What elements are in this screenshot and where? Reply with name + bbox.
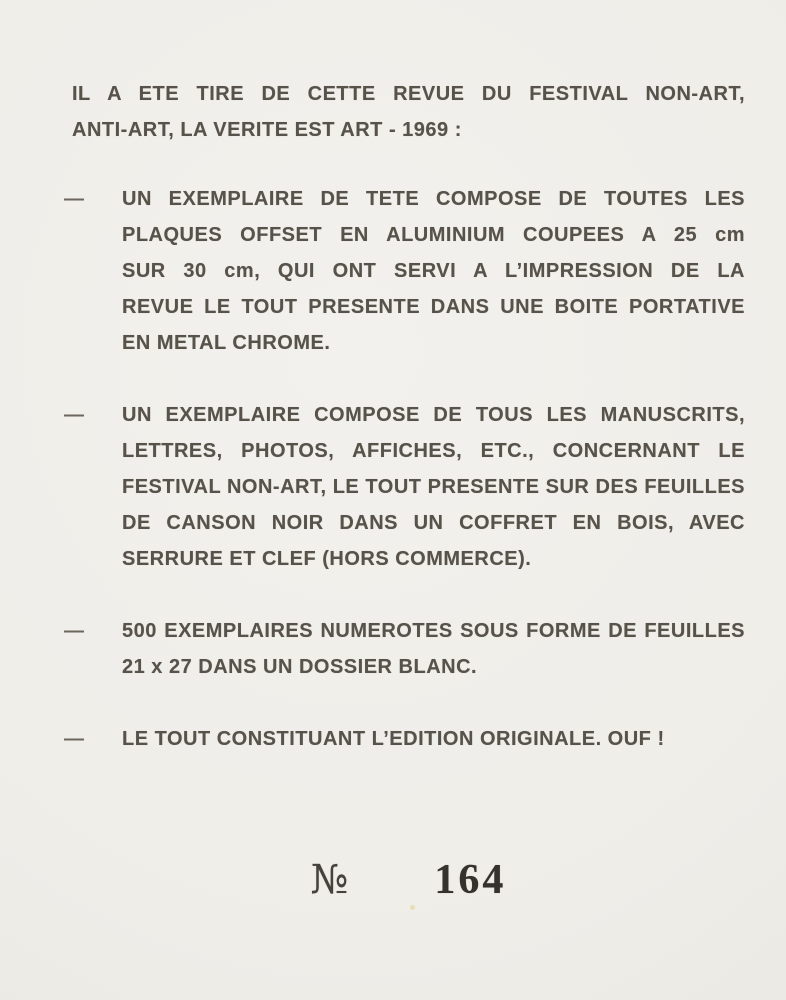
text-line: PLAQUES OFFSET EN ALUMINIUM COUPEES A 25 cm	[122, 224, 745, 246]
text-line: 21 x 27 DANS UN DOSSIER BLANC.	[122, 656, 478, 678]
text-line: 500 EXEMPLAIRES NUMEROTES SOUS FORME DE FEUILLES	[122, 620, 745, 642]
list-item	[64, 721, 745, 757]
heading-line: ANTI-ART, LA VERITE EST ART - 1969 :	[72, 119, 462, 141]
text-line: SUR 30 cm, QUI ONT SERVI A L’IMPRESSION DE LA	[122, 260, 745, 282]
paper-speck	[410, 905, 415, 910]
bullet-dash: —	[64, 188, 84, 210]
text-line: LE TOUT CONSTITUANT L’EDITION ORIGINALE. OUF !	[122, 728, 665, 750]
text-line: UN EXEMPLAIRE DE TETE COMPOSE DE TOUTES LES	[122, 188, 745, 210]
numero-sign: №	[310, 857, 349, 903]
items-container	[64, 181, 745, 757]
copy-number-stamp: 164	[434, 857, 507, 903]
list-item	[64, 613, 745, 685]
heading	[72, 76, 745, 148]
bullet-dash: —	[64, 404, 84, 426]
text-line: REVUE LE TOUT PRESENTE DANS UNE BOITE PORTATIVE	[122, 296, 745, 318]
list-item	[64, 397, 745, 577]
text-line: EN METAL CHROME.	[122, 332, 331, 354]
text-line: DE CANSON NOIR DANS UN COFFRET EN BOIS, AVEC	[122, 512, 745, 534]
text-line: LETTRES, PHOTOS, AFFICHES, ETC., CONCERNANT LE	[122, 440, 745, 462]
bullet-dash: —	[64, 728, 84, 750]
text-line: UN EXEMPLAIRE COMPOSE DE TOUS LES MANUSCRITS,	[122, 404, 745, 426]
copy-number-line	[72, 856, 745, 904]
heading-line: IL A ETE TIRE DE CETTE REVUE DU FESTIVAL NON-ART,	[72, 83, 745, 105]
text-line: FESTIVAL NON-ART, LE TOUT PRESENTE SUR DES FEUILLES	[122, 476, 745, 498]
list-item	[64, 181, 745, 361]
bullet-dash: —	[64, 620, 84, 642]
text-line: SERRURE ET CLEF (HORS COMMERCE).	[122, 548, 532, 570]
